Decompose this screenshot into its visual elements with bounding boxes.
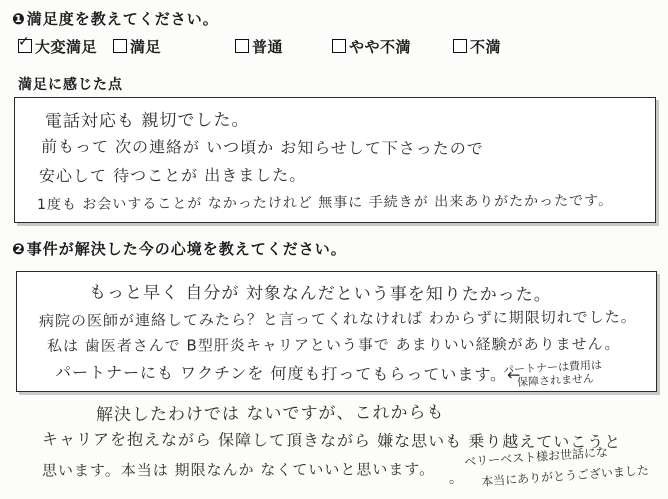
handwritten-line: 私は 歯医者さんで B型肝炎キャリアという事で あまりいい経験がありません。 <box>46 334 621 356</box>
checkmark-icon: ✓ <box>18 34 30 50</box>
closing-note-line: ベリーベスト様お世話にな <box>463 444 609 470</box>
option-yaya-fuman[interactable] <box>332 36 411 54</box>
handwritten-line: 解決したわけでは ないですが、これからも <box>95 402 445 426</box>
checkbox-checked-icon[interactable] <box>18 34 32 53</box>
handwritten-line: 思います。本当は 期限なんか なくていいと思います。 <box>41 460 436 480</box>
question1-heading <box>12 8 219 29</box>
checkbox-empty-icon[interactable] <box>332 39 346 53</box>
question1-number-badge: ❶ <box>12 11 26 28</box>
closing-period-mark: 。 <box>449 471 464 487</box>
question2-number-badge: ❷ <box>12 241 26 258</box>
option-label: 普通 <box>252 40 284 56</box>
handwritten-line: 安心して 待つことが 出きました。 <box>38 165 307 186</box>
question1-title: 満足度を教えてください。 <box>26 11 219 28</box>
checkbox-empty-icon[interactable] <box>113 39 127 53</box>
option-daihen-manzoku[interactable] <box>18 36 97 54</box>
handwritten-line: もっと早く 自分が 対象なんだという事を知りたかった。 <box>88 282 552 306</box>
option-label: やや不満 <box>349 40 412 56</box>
answer-box-satisfaction <box>14 97 656 223</box>
option-fuman[interactable] <box>453 36 501 54</box>
option-futsuu[interactable] <box>235 36 283 54</box>
option-label: 大変満足 <box>35 40 98 56</box>
handwritten-line: 前もって 次の連絡が いつ頃か お知らせして下さったので <box>40 136 484 159</box>
handwritten-line: パートナーにも ワクチンを 何度も打ってもらっています。← <box>54 362 522 385</box>
option-label: 満足 <box>130 40 162 56</box>
handwritten-line: 1度も お会いすることが なかったけれど 無事に 手続きが 出来ありがたかったです。 <box>36 192 614 214</box>
handwritten-line: 病院の医師が連絡してみたら？と言ってくれなければ わからずに期限切れでした。 <box>38 307 637 331</box>
checkbox-empty-icon[interactable] <box>235 39 249 53</box>
option-label: 不満 <box>470 40 502 56</box>
side-note-line: 保障されません <box>516 371 595 390</box>
closing-note-line: 本当にありがとうございました <box>480 463 650 489</box>
handwritten-line: キャリアを抱えながら 保障して頂きながら 嫌な思いも 乗り越えていこうと <box>41 429 622 452</box>
handwritten-line: 電話対応も 親切でした。 <box>44 110 250 132</box>
satisfaction-points-label: 満足に感じた点 <box>18 78 123 93</box>
option-manzoku[interactable] <box>113 36 161 54</box>
side-note-line: パートナーは費用は <box>502 358 603 377</box>
question2-title: 事件が解決した今の心境を教えてください。 <box>26 241 347 258</box>
question2-heading <box>12 238 347 259</box>
answer-box-feelings <box>16 271 657 392</box>
checkbox-empty-icon[interactable] <box>453 39 467 53</box>
